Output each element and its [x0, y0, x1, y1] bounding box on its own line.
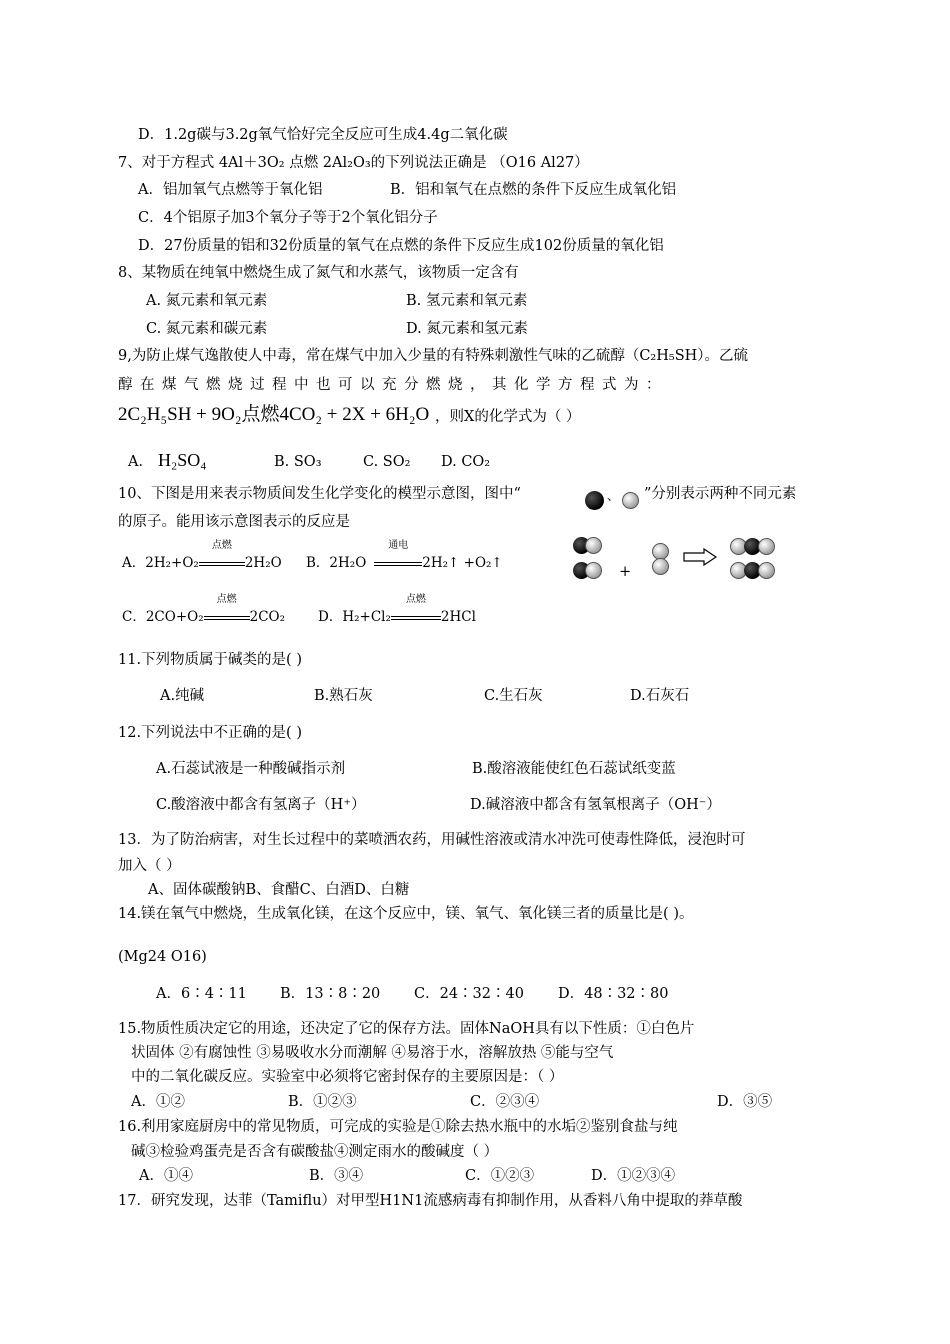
q10-option-a-product: 2H₂O [244, 555, 282, 571]
q6-option-d: D．1.2g碳与3.2g氧气恰好完全反应可生成4.4g二氧化碳 [138, 127, 508, 143]
q14-atomic-masses: (Mg24 O16) [118, 949, 207, 965]
q15-option-b: B．①②③ [288, 1094, 357, 1110]
reaction-arrow-icon [683, 548, 717, 566]
q14-option-a: A．6∶4∶11 [156, 986, 247, 1002]
condition-label: 点燃 [216, 594, 237, 605]
q7-stem: 7、对于方程式 4Al＋3O₂ 点燃 2Al₂O₃的下列说法正确是 （O16 Al27） [118, 155, 589, 171]
q9-option-a-label: A． [128, 454, 153, 470]
separator-mark: 、 [607, 489, 620, 503]
q7-option-d: D．27份质量的铝和32份质量的氧气在点燃的条件下反应生成102份质量的氧化铝 [138, 238, 664, 254]
q8-option-c: C. 氮元素和碳元素 [146, 321, 268, 337]
q11-stem: 11.下列物质属于碱类的是( ) [118, 652, 302, 668]
q11-option-a: A.纯碱 [160, 688, 205, 704]
q8-option-a: A. 氮元素和氧元素 [146, 293, 268, 309]
q12-option-d: D.碱溶液中都含有氢氧根离子（OH⁻） [470, 797, 721, 813]
molecule-2-light-atom [585, 562, 602, 579]
condition-label: 点燃 [405, 594, 426, 605]
q13-stem-line1: 13．为了防治病害，对生长过程中的菜喷洒农药，用碱性溶液或清水冲洗可使毒性降低，浸泡时可 [118, 832, 746, 848]
burn-condition [204, 594, 250, 627]
q9-stem-line1: 9,为防止煤气逸散使人中毒，常在煤气中加入少量的有特殊刺激性气味的乙硫醇（C₂H₅SH）。乙硫 [118, 348, 749, 364]
dark-atom-icon [585, 491, 604, 510]
burn-condition [199, 540, 245, 573]
q16-option-a: A．①④ [139, 1168, 193, 1184]
q10-option-a-reactants: A．2H₂+O₂ [122, 555, 199, 571]
condition-label: 点燃 [211, 540, 232, 551]
q12-stem: 12.下列说法中不正确的是( ) [118, 725, 302, 741]
q10-option-d-product: 2HCl [440, 609, 476, 625]
q9-equation: 2C₂H₅SH + 9O₂点燃4CO₂ + 2X + 6H₂O [118, 404, 430, 425]
condition-label: 通电 [388, 540, 409, 551]
product-2-light-atom-right [758, 562, 775, 579]
q15-stem-line3: 中的二氧化碳反应。实验室中必须将它密封保存的主要原因是：（ ） [131, 1069, 564, 1085]
q16-option-c: C．①②③ [465, 1168, 535, 1184]
light-atom-icon [622, 492, 639, 509]
q16-option-d: D．①②③④ [591, 1168, 676, 1184]
molecule-1-light-atom [585, 537, 602, 554]
q9-stem-line2: 醇在煤气燃烧过程中也可以充分燃烧，其化学方程式为： [118, 377, 668, 393]
q15-option-d: D．③⑤ [717, 1094, 773, 1110]
q10-stem-line1-end: ”分别表示两种不同元素 [644, 486, 797, 502]
q9-question: ，则X的化学式为（ ） [435, 409, 581, 425]
q7-option-b: B．铝和氧气在点燃的条件下反应生成氧化铝 [390, 182, 677, 198]
q11-option-d: D.石灰石 [630, 688, 690, 704]
q9-option-b: B. SO₃ [274, 454, 322, 470]
q7-option-c: C．4个铝原子加3个氧分子等于2个氧化铝分子 [138, 210, 438, 226]
q9-option-d: D. CO₂ [441, 454, 491, 470]
q12-option-a: A.石蕊试液是一种酸碱指示剂 [156, 761, 346, 777]
q14-option-c: C．24∶32∶40 [414, 986, 524, 1002]
q10-option-a [122, 540, 282, 573]
q9-option-c: C. SO₂ [363, 454, 411, 470]
q10-option-b [306, 540, 503, 573]
q7-option-a: A．铝加氧气点燃等于氧化铝 [138, 182, 323, 198]
q13-options: A、固体碳酸钠B、食醋C、白酒D、白糖 [148, 882, 410, 898]
q12-option-b: B.酸溶液能使红色石蕊试纸变蓝 [472, 761, 676, 777]
q10-option-d [318, 594, 476, 627]
q11-option-b: B.熟石灰 [314, 688, 373, 704]
q14-stem: 14.镁在氧气中燃烧，生成氧化镁，在这个反应中，镁、氧气、氧化镁三者的质量比是( )。 [118, 906, 694, 922]
q10-option-d-reactants: D．H₂+Cl₂ [318, 609, 391, 625]
q15-stem-line2: 状固体 ②有腐蚀性 ③易吸收水分而潮解 ④易溶于水，溶解放热 ⑤能与空气 [131, 1045, 614, 1061]
q16-option-b: B．③④ [309, 1168, 364, 1184]
q10-option-b-reactant: B．2H₂O [306, 555, 367, 571]
q16-stem-line1: 16.利用家庭厨房中的常见物质，可完成的实验是①除去热水瓶中的水垢②鉴别食盐与纯 [118, 1119, 678, 1135]
q12-option-c: C.酸溶液中都含有氢离子（H⁺） [156, 797, 366, 813]
q9-option-a: H₂SO₄ [158, 450, 207, 470]
molecule-3-light-atom-bottom [652, 558, 669, 575]
q10-stem-line2: 的原子。能用该示意图表示的反应是 [118, 514, 350, 530]
product-1-light-atom-right [758, 538, 775, 555]
q8-option-b: B. 氢元素和氧元素 [406, 293, 528, 309]
burn-condition [391, 594, 441, 627]
q10-option-c-product: 2CO₂ [249, 609, 286, 625]
electrolysis-condition [374, 540, 422, 573]
q8-stem: 8、某物质在纯氧中燃烧生成了氮气和水蒸气，该物质一定含有 [118, 265, 519, 281]
q10-stem-line1: 10、下图是用来表示物质间发生化学变化的模型示意图，图中“ [118, 486, 521, 502]
q8-option-d: D. 氮元素和氢元素 [406, 321, 528, 337]
q10-option-c [122, 594, 286, 627]
q14-option-d: D．48∶32∶80 [558, 986, 669, 1002]
q16-stem-line2: 碱③检验鸡蛋壳是否含有碳酸盐④测定雨水的酸碱度（ ） [131, 1144, 499, 1160]
q10-option-b-products: 2H₂↑ +O₂↑ [422, 555, 503, 571]
q15-option-c: C．②③④ [470, 1094, 540, 1110]
q15-stem-line1: 15.物质性质决定它的用途，还决定了它的保存方法。固体NaOH具有以下性质：①白色片 [118, 1021, 695, 1037]
q10-option-c-reactants: C．2CO+O₂ [122, 609, 204, 625]
q17-stem-line1: 17．研究发现，达菲（Tamiflu）对甲型H1N1流感病毒有抑制作用，从香料八角中提取的莽草酸 [118, 1193, 743, 1209]
q14-option-b: B．13∶8∶20 [280, 986, 381, 1002]
q13-stem-line2: 加入（ ） [118, 858, 181, 874]
q11-option-c: C.生石灰 [484, 688, 543, 704]
plus-sign: + [619, 564, 632, 580]
q15-option-a: A．①② [131, 1094, 185, 1110]
